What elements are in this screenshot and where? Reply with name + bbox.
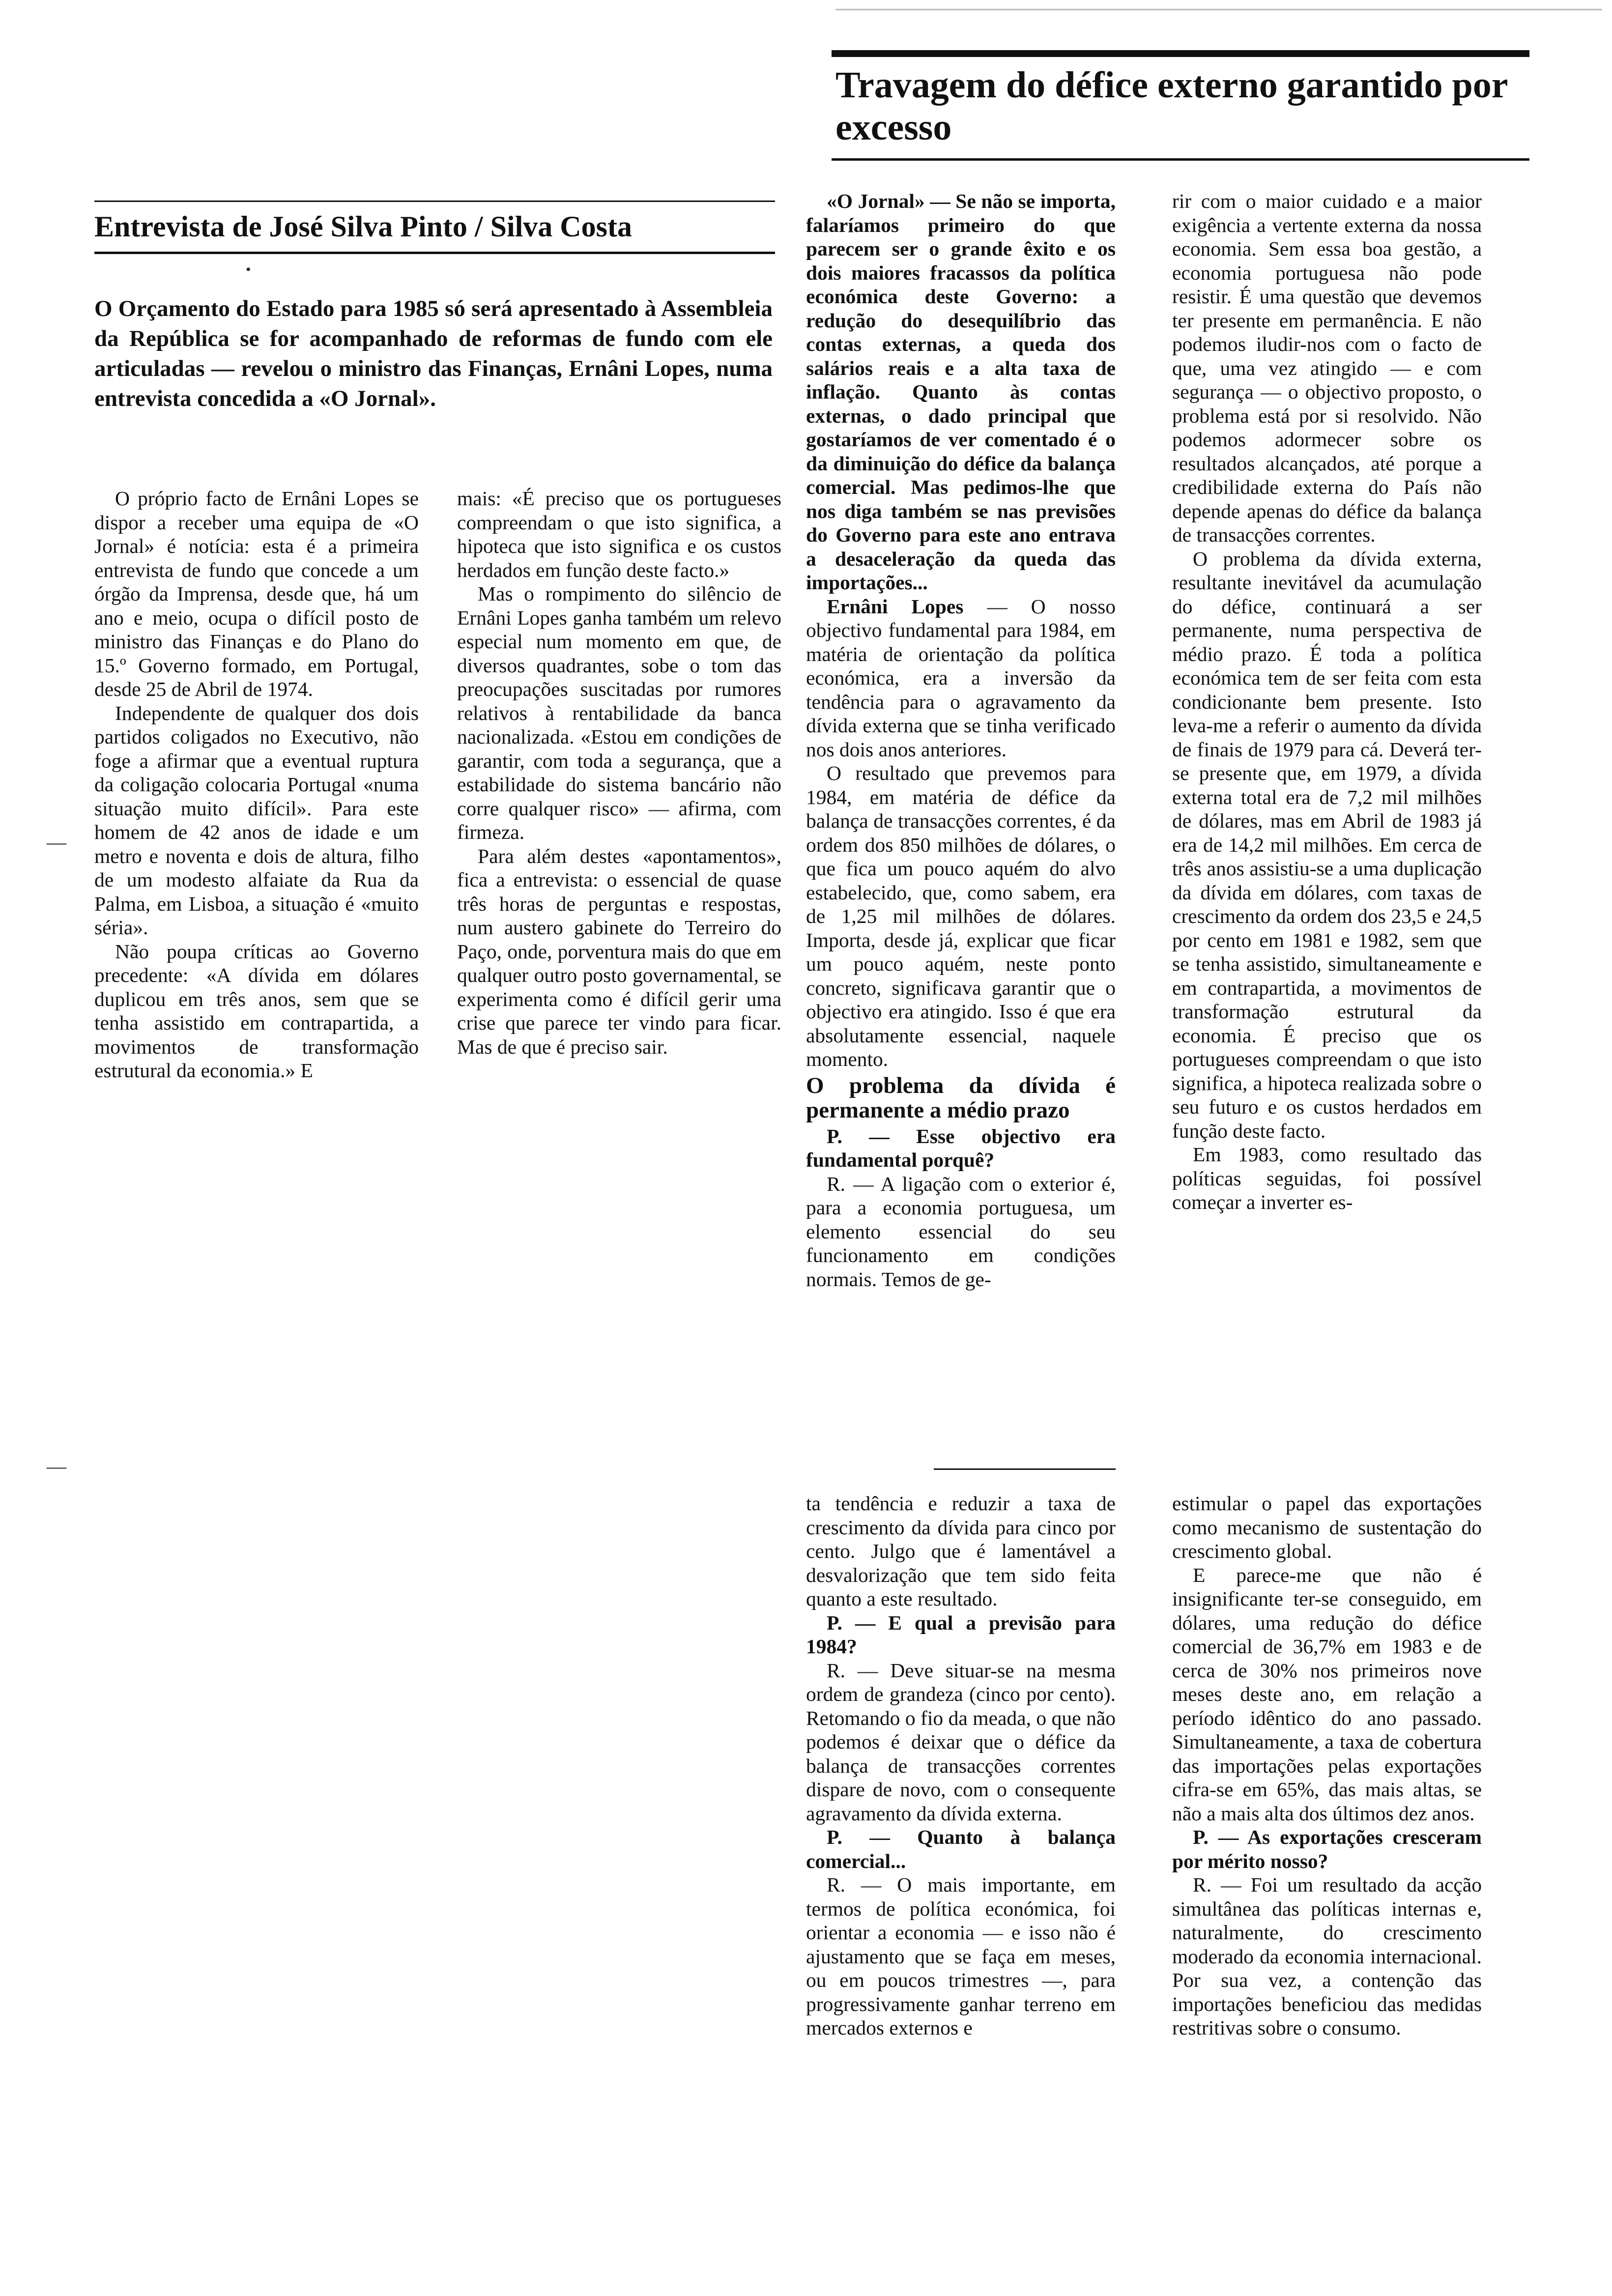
section-separator-rule — [934, 1468, 1116, 1470]
col5-answer-2: R. — O mais importante, em termos de política económica, foi orientar a economia — e isso não é ajustamento que se faça em meses, ou em poucos trimestres —, para progressivamente ganhar terreno em mercados externos e — [806, 1873, 1116, 2039]
column-5 — [806, 1492, 1116, 2040]
byline: Entrevista de José Silva Pinto / Silva Costa — [94, 210, 632, 243]
byline-top-rule — [94, 201, 775, 202]
byline-bottom-rule — [94, 252, 775, 254]
headline-bottom-rule — [832, 158, 1529, 161]
col4-paragraph-2: O problema da dívida externa, resultante inevitável da acumulação do défice, continuará a ser permanente, numa perspectiva de médio prazo. É toda a política económica tem de ser feita com esta condicionante bem presente. Isto leva-me a referir o aumento da dívida de finais de 1979 para cá. Deverá ter-se presente que, em 1979, a dívida externa total era de 7,2 mil milhões de dólares, mas em Abril de 1983 já era de 14,2 mil milhões. Em cerca de três anos assistiu-se a uma duplicação da dívida em dólares, com taxas de crescimento da ordem dos 23,5 e 24,5 por cento em 1981 e 1982, sem que se tenha assistido, simultaneamente e em contrapartida, a movimentos de transformação estrutural da economia. É preciso que os portugueses compreendam o que isto significa, a hipoteca realizada sobre o seu futuro e os custos herdados em função deste facto. — [1172, 547, 1482, 1142]
col3-subheading: O problema da dívida é permanente a médio prazo — [806, 1072, 1116, 1123]
col1-paragraph-2: Independente de qualquer dos dois partidos coligados no Executivo, não foge a afirmar que a eventual ruptura da coligação colocaria Portugal «numa situação muito difícil». Para este homem de 42 anos de idade e um metro e noventa e dois de altura, filho de um modesto alfaiate da Rua da Palma, em Lisboa, a situação é «muito séria». — [94, 701, 419, 939]
col2-paragraph-1: mais: «É preciso que os portugueses compreendam o que isto significa, a hipoteca que isto significa e os custos herdados em função deste facto.» — [457, 487, 781, 581]
margin-mark-bottom: — — [47, 1455, 66, 1477]
column-4 — [1172, 189, 1482, 1214]
column-1 — [94, 487, 419, 1083]
column-2 — [457, 487, 781, 1059]
top-thin-rule — [835, 9, 1602, 10]
col6-paragraph-1: estimular o papel das exportações como mecanismo de sustentação do crescimento global. — [1172, 1492, 1482, 1562]
col2-paragraph-3: Para além destes «apontamentos», fica a entrevista: o essencial de quase três horas de perguntas e respostas, num austero gabinete do Terreiro do Paço, onde, porventura mais do que em qualquer outro posto governamental, se experimenta como é difícil gerir uma crise que parece ter vindo para ficar. Mas de que é preciso sair. — [457, 844, 781, 1058]
col3-question-2: P. — Esse objectivo era fundamental porquê? — [806, 1124, 1116, 1171]
col6-answer-1: R. — Foi um resultado da acção simultânea das políticas internas e, naturalmente, do crescimento moderado da economia internacional. Por sua vez, a contenção das importações beneficiou das medidas restritivas sobre o consumo. — [1172, 1873, 1482, 2039]
col6-question-1: P. — As exportações cresceram por mérito nosso? — [1172, 1826, 1482, 1872]
col3-paragraph-2: O resultado que prevemos para 1984, em matéria de défice da balança de transacções correntes, é da ordem dos 850 milhões de dólares, o que fica um pouco aquém do alvo estabelecido, que, como sabem, era de 1,25 mil milhões de dólares. Importa, desde já, explicar que ficar um pouco aquém, neste ponto concreto, significava garantir que o objectivo era atingido. Isso é que era absolutamente essencial, naquele momento. — [806, 762, 1116, 1070]
col3-answer-3: R. — A ligação com o exterior é, para a economia portuguesa, um elemento essencial do seu funcionamento em condições normais. Temos de ge- — [806, 1172, 1116, 1291]
col3-answer-1 — [806, 595, 1116, 762]
col1-paragraph-1: O próprio facto de Ernâni Lopes se dispor a receber uma equipa de «O Jornal» é notícia: esta é a primeira entrevista de fundo que concede a um órgão da Imprensa, desde que, há um ano e meio, ocupa o difícil posto de ministro das Finanças e do Plano do 15.º Governo formado, em Portugal, desde 25 de Abril de 1974. — [94, 487, 419, 700]
margin-mark-top: — — [47, 831, 66, 853]
col5-question-2: P. — Quanto à balança comercial... — [806, 1826, 1116, 1872]
col5-answer-1: R. — Deve situar-se na mesma ordem de grandeza (cinco por cento). Retomando o fio da meada, o que não podemos é deixar que o défice da balança de transacções correntes dispare de novo, com o consequente agravamento da dívida externa. — [806, 1659, 1116, 1825]
col1-paragraph-3: Não poupa críticas ao Governo precedente: «A dívida em dólares duplicou em três anos, sem que se tenha assistido em contrapartida, a movimentos de transformação estrutural da economia.» E — [94, 940, 419, 1082]
headline-top-rule — [832, 50, 1529, 57]
col2-paragraph-2: Mas o rompimento do silêncio de Ernâni Lopes ganha também um relevo especial num momento em que, de diversos quadrantes, sobe o tom das preocupações suscitadas por rumores relativos à rentabilidade da banca nacionalizada. «Estou em condições de garantir, com toda a segurança, que a estabilidade do sistema bancário não corre qualquer risco» — afirma, com firmeza. — [457, 582, 781, 843]
bullet-dot: • — [246, 261, 251, 278]
column-3 — [806, 189, 1116, 1291]
col3-question-1: «O Jornal» — Se não se importa, falaríamos primeiro do que parecem ser o grande êxito e os dois maiores fracassos da política económica deste Governo: a redução do desequilíbrio das contas externas, a queda dos salários reais e a alta taxa de inflação. Quanto às contas externas, o dado principal que gostaríamos de ver comentado é o da diminuição do défice da balança comercial. Mas pedimos-lhe que nos diga também se nas previsões do Governo para este ano entrava a desaceleração da queda das importações... — [806, 190, 1116, 594]
col3-speaker: Ernâni Lopes — [827, 595, 964, 618]
headline: Travagem do défice externo garantido por excesso — [835, 64, 1508, 148]
col4-paragraph-3: Em 1983, como resultado das políticas seguidas, foi possível começar a inverter es- — [1172, 1143, 1482, 1213]
col4-paragraph-1: rir com o maior cuidado e a maior exigência a vertente externa da nossa economia. Sem essa boa gestão, a economia portuguesa não pode resistir. É uma questão que devemos ter presente em permanência. E não podemos iludir-nos com o facto de que, uma vez atingido — e com segurança — o objectivo proposto, o problema está por si resolvido. Não podemos adormecer sobre os resultados alcançados, até porque a credibilidade externa do País não depende apenas do défice da balança de transacções correntes. — [1172, 190, 1482, 546]
col5-question-1: P. — E qual a previsão para 1984? — [806, 1611, 1116, 1658]
lede: O Orçamento do Estado para 1985 só será apresentado à Assembleia da República se for acompanhado de reformas de fundo com ele articuladas — revelou o ministro das Finanças, Ernâni Lopes, numa entrevista concedida a «O Jornal». — [94, 296, 773, 411]
col3-answer-1-text: — O nosso objectivo fundamental para 1984, em matéria de orientação da política económica, era a inversão da tendência para o agravamento da dívida externa que se tinha verificado nos dois anos anteriores. — [806, 595, 1116, 761]
col6-paragraph-2: E parece-me que não é insignificante ter-se conseguido, em dólares, uma redução do défice comercial de 36,7% em 1983 e de cerca de 30% nos primeiros nove meses deste ano, em relação a período idêntico do ano passado. Simultaneamente, a taxa de cobertura das importações pelas exportações cifra-se em 65%, das mais altas, se não a mais alta dos últimos dez anos. — [1172, 1563, 1482, 1825]
col5-paragraph-1: ta tendência e reduzir a taxa de crescimento da dívida para cinco por cento. Julgo que é lamentável a desvalorização que tem sido feita quanto a este resultado. — [806, 1492, 1116, 1610]
column-6 — [1172, 1492, 1482, 2040]
